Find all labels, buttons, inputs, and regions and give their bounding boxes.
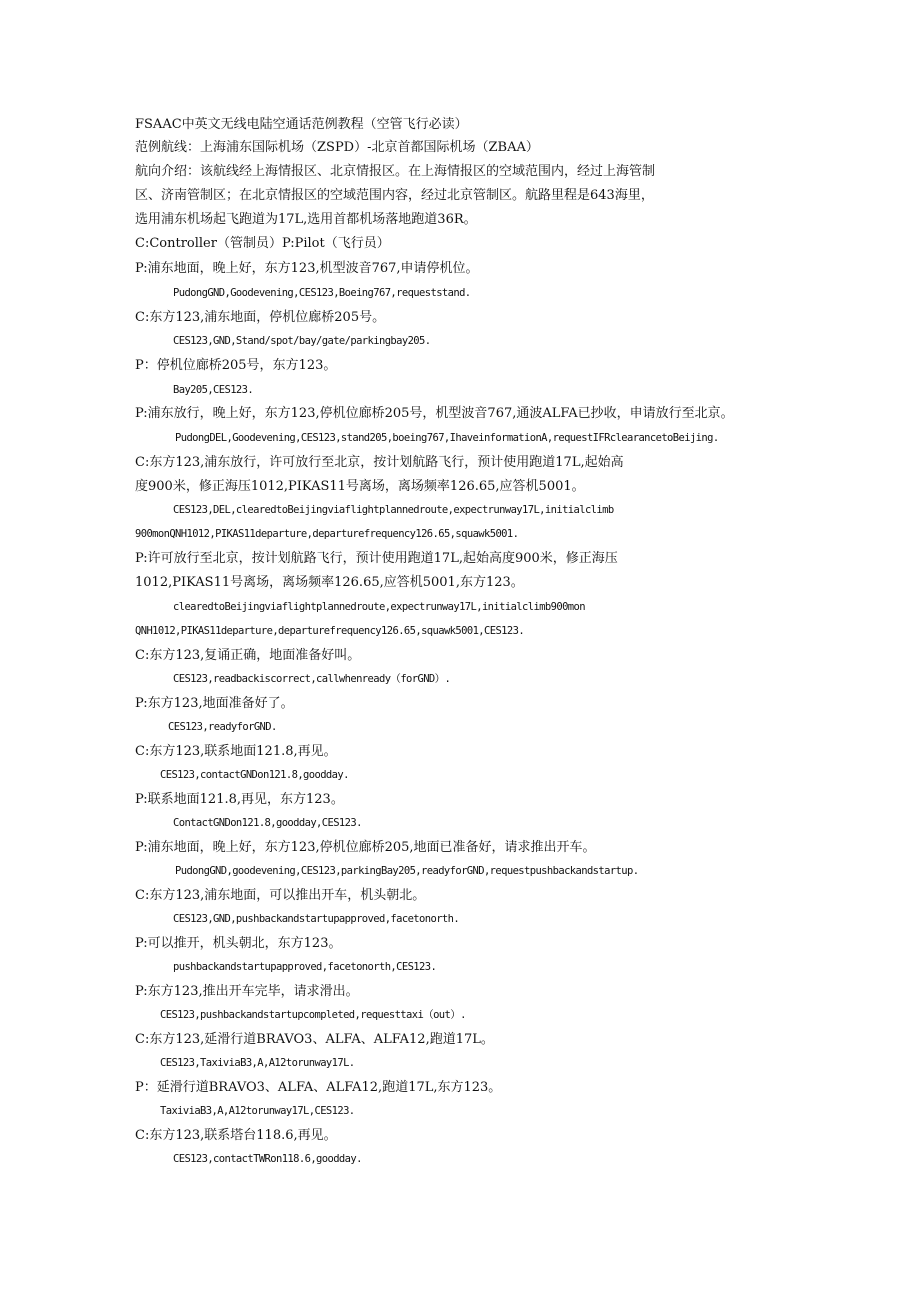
- dialogue-zh: C:东方123,联系塔台118.6,再见。: [135, 1128, 337, 1143]
- dialogue-zh: C:东方123,浦东地面，可以推出开车，机头朝北。: [135, 888, 426, 903]
- intro-line: 区、济南管制区；在北京情报区的空域范围内容，经过北京管制区。航路里程是643海里，: [135, 188, 654, 203]
- dialogue-en: PudongDEL,Goodevening,CES123,stand205,boeing767,IhaveinformationA,requestIFRclearancetoBeijing.: [175, 432, 719, 444]
- dialogue-en: ContactGNDon121.8,goodday,CES123.: [173, 817, 362, 829]
- dialogue-zh: P:浦东地面，晚上好，东方123,机型波音767,申请停机位。: [135, 261, 479, 276]
- document-title: FSAAC中英文无线电陆空通话范例教程（空管飞行必读）: [135, 117, 468, 132]
- dialogue-en: CES123,contactGNDon121.8,goodday.: [160, 769, 349, 781]
- dialogue-en: CES123,pushbackandstartupcompleted,requesttaxi（out）.: [160, 1009, 466, 1021]
- dialogue-zh: P:可以推开，机头朝北，东方123。: [135, 936, 342, 951]
- dialogue-zh: C:东方123,联系地面121.8,再见。: [135, 744, 337, 759]
- dialogue-zh: P:浦东地面，晚上好，东方123,停机位廊桥205,地面已准备好，请求推出开车。: [135, 840, 596, 855]
- legend-line: C:Controller（管制员）P:Pilot（飞行员）: [135, 236, 390, 251]
- dialogue-en: TaxiviaB3,A,A12torunway17L,CES123.: [160, 1105, 355, 1117]
- dialogue-en: PudongGND,goodevening,CES123,parkingBay205,readyforGND,requestpushbackandstartup.: [175, 865, 639, 877]
- dialogue-zh: C:东方123,复诵正确，地面准备好叫。: [135, 648, 361, 663]
- dialogue-zh: P:东方123,地面准备好了。: [135, 696, 294, 711]
- route-line: 范例航线：上海浦东国际机场（ZSPD）-北京首都国际机场（ZBAA）: [135, 140, 539, 155]
- dialogue-en: CES123,readbackiscorrect,callwhenready（forGND）.: [173, 673, 451, 685]
- dialogue-en: PudongGND,Goodevening,CES123,Boeing767,requeststand.: [173, 287, 471, 299]
- dialogue-en: CES123,DEL,clearedtoBeijingviaflightplannedroute,expectrunway17L,initialclimb: [173, 504, 614, 516]
- dialogue-zh: 1012,PIKAS11号离场，离场频率126.65,应答机5001,东方123。: [135, 575, 524, 590]
- dialogue-en: clearedtoBeijingviaflightplannedroute,expectrunway17L,initialclimb900mon: [173, 601, 585, 613]
- intro-line: 航向介绍：该航线经上海情报区、北京情报区。在上海情报区的空域范围内，经过上海管制: [135, 164, 656, 179]
- dialogue-zh: P：停机位廊桥205号，东方123。: [135, 358, 337, 373]
- dialogue-zh: C:东方123,浦东放行，许可放行至北京，按计划航路飞行，预计使用跑道17L,起始高: [135, 455, 624, 470]
- dialogue-en: CES123,GND,Stand/spot/bay/gate/parkingbay205.: [173, 335, 431, 347]
- dialogue-zh: P:浦东放行，晚上好，东方123,停机位廊桥205号，机型波音767,通波ALFA已抄收，申请放行至北京。: [135, 406, 734, 421]
- dialogue-en: pushbackandstartupapproved,facetonorth,CES123.: [173, 961, 437, 973]
- dialogue-zh: P:东方123,推出开车完毕，请求滑出。: [135, 984, 359, 999]
- dialogue-zh: P：延滑行道BRAVO3、ALFA、ALFA12,跑道17L,东方123。: [135, 1080, 502, 1095]
- dialogue-en: CES123,GND,pushbackandstartupapproved,facetonorth.: [173, 913, 460, 925]
- dialogue-en: QNH1012,PIKAS11departure,departurefrequency126.65,squawk5001,CES123.: [135, 625, 525, 637]
- dialogue-en: CES123,readyforGND.: [168, 721, 277, 733]
- dialogue-en: CES123,contactTWRon118.6,goodday.: [173, 1153, 362, 1165]
- dialogue-en: Bay205,CES123.: [173, 384, 254, 396]
- dialogue-zh: P:许可放行至北京，按计划航路飞行，预计使用跑道17L,起始高度900米，修正海压: [135, 551, 618, 566]
- dialogue-en: 900monQNH1012,PIKAS11departure,departurefrequency126.65,squawk5001.: [135, 528, 519, 540]
- dialogue-zh: P:联系地面121.8,再见，东方123。: [135, 792, 344, 807]
- intro-line: 选用浦东机场起飞跑道为17L,选用首都机场落地跑道36R。: [135, 212, 477, 227]
- dialogue-zh: C:东方123,延滑行道BRAVO3、ALFA、ALFA12,跑道17L。: [135, 1032, 494, 1047]
- dialogue-en: CES123,TaxiviaB3,A,A12torunway17L.: [160, 1057, 355, 1069]
- dialogue-zh: C:东方123,浦东地面，停机位廊桥205号。: [135, 310, 386, 325]
- dialogue-zh: 度900米，修正海压1012,PIKAS11号离场，离场频率126.65,应答机5001。: [135, 479, 585, 494]
